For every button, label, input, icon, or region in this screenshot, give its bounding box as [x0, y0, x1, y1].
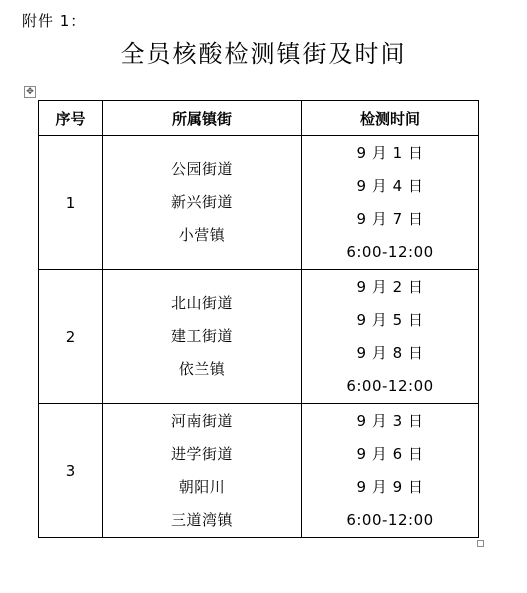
row-seq: 1	[39, 136, 103, 270]
table-row	[39, 270, 479, 404]
row-dates	[302, 404, 479, 538]
table-row	[39, 136, 479, 270]
street-name: 北山街道	[170, 294, 233, 312]
row-streets	[103, 270, 302, 404]
test-date: 9 月 8 日	[356, 343, 424, 362]
table-header-row	[39, 101, 479, 136]
row-seq: 3	[39, 404, 103, 538]
street-name: 河南街道	[170, 411, 233, 430]
street-name: 新兴街道	[170, 193, 233, 211]
street-name: 小营镇	[178, 226, 226, 244]
row-streets	[103, 136, 302, 270]
column-header-seq: 序号	[39, 101, 103, 136]
table-row	[39, 404, 479, 538]
schedule-table	[38, 100, 479, 538]
table-move-handle-icon[interactable]: ✥	[24, 86, 36, 98]
row-streets	[103, 404, 302, 538]
test-time-range: 6:00-12:00	[346, 376, 434, 395]
test-date: 9 月 9 日	[356, 477, 424, 496]
test-date: 9 月 4 日	[356, 176, 424, 195]
table-resize-handle-icon[interactable]	[477, 540, 484, 547]
test-date: 9 月 1 日	[356, 143, 424, 162]
row-seq: 2	[39, 270, 103, 404]
test-date: 9 月 2 日	[356, 277, 424, 296]
document-title: 全员核酸检测镇街及时间	[120, 40, 407, 68]
street-name: 三道湾镇	[170, 510, 233, 529]
test-date: 9 月 5 日	[356, 310, 424, 329]
column-header-time: 检测时间	[302, 101, 479, 136]
row-dates	[302, 270, 479, 404]
street-name: 依兰镇	[178, 360, 226, 378]
attachment-label: 附件 1：	[22, 12, 87, 30]
street-name: 进学街道	[170, 444, 233, 463]
street-name: 朝阳川	[178, 477, 226, 496]
row-dates	[302, 136, 479, 270]
column-header-street: 所属镇街	[103, 101, 302, 136]
test-time-range: 6:00-12:00	[346, 242, 434, 261]
test-date: 9 月 3 日	[356, 411, 424, 430]
street-name: 建工街道	[170, 327, 233, 345]
test-date: 9 月 7 日	[356, 209, 424, 228]
street-name: 公园街道	[170, 160, 233, 178]
test-time-range: 6:00-12:00	[346, 510, 434, 529]
test-date: 9 月 6 日	[356, 444, 424, 463]
